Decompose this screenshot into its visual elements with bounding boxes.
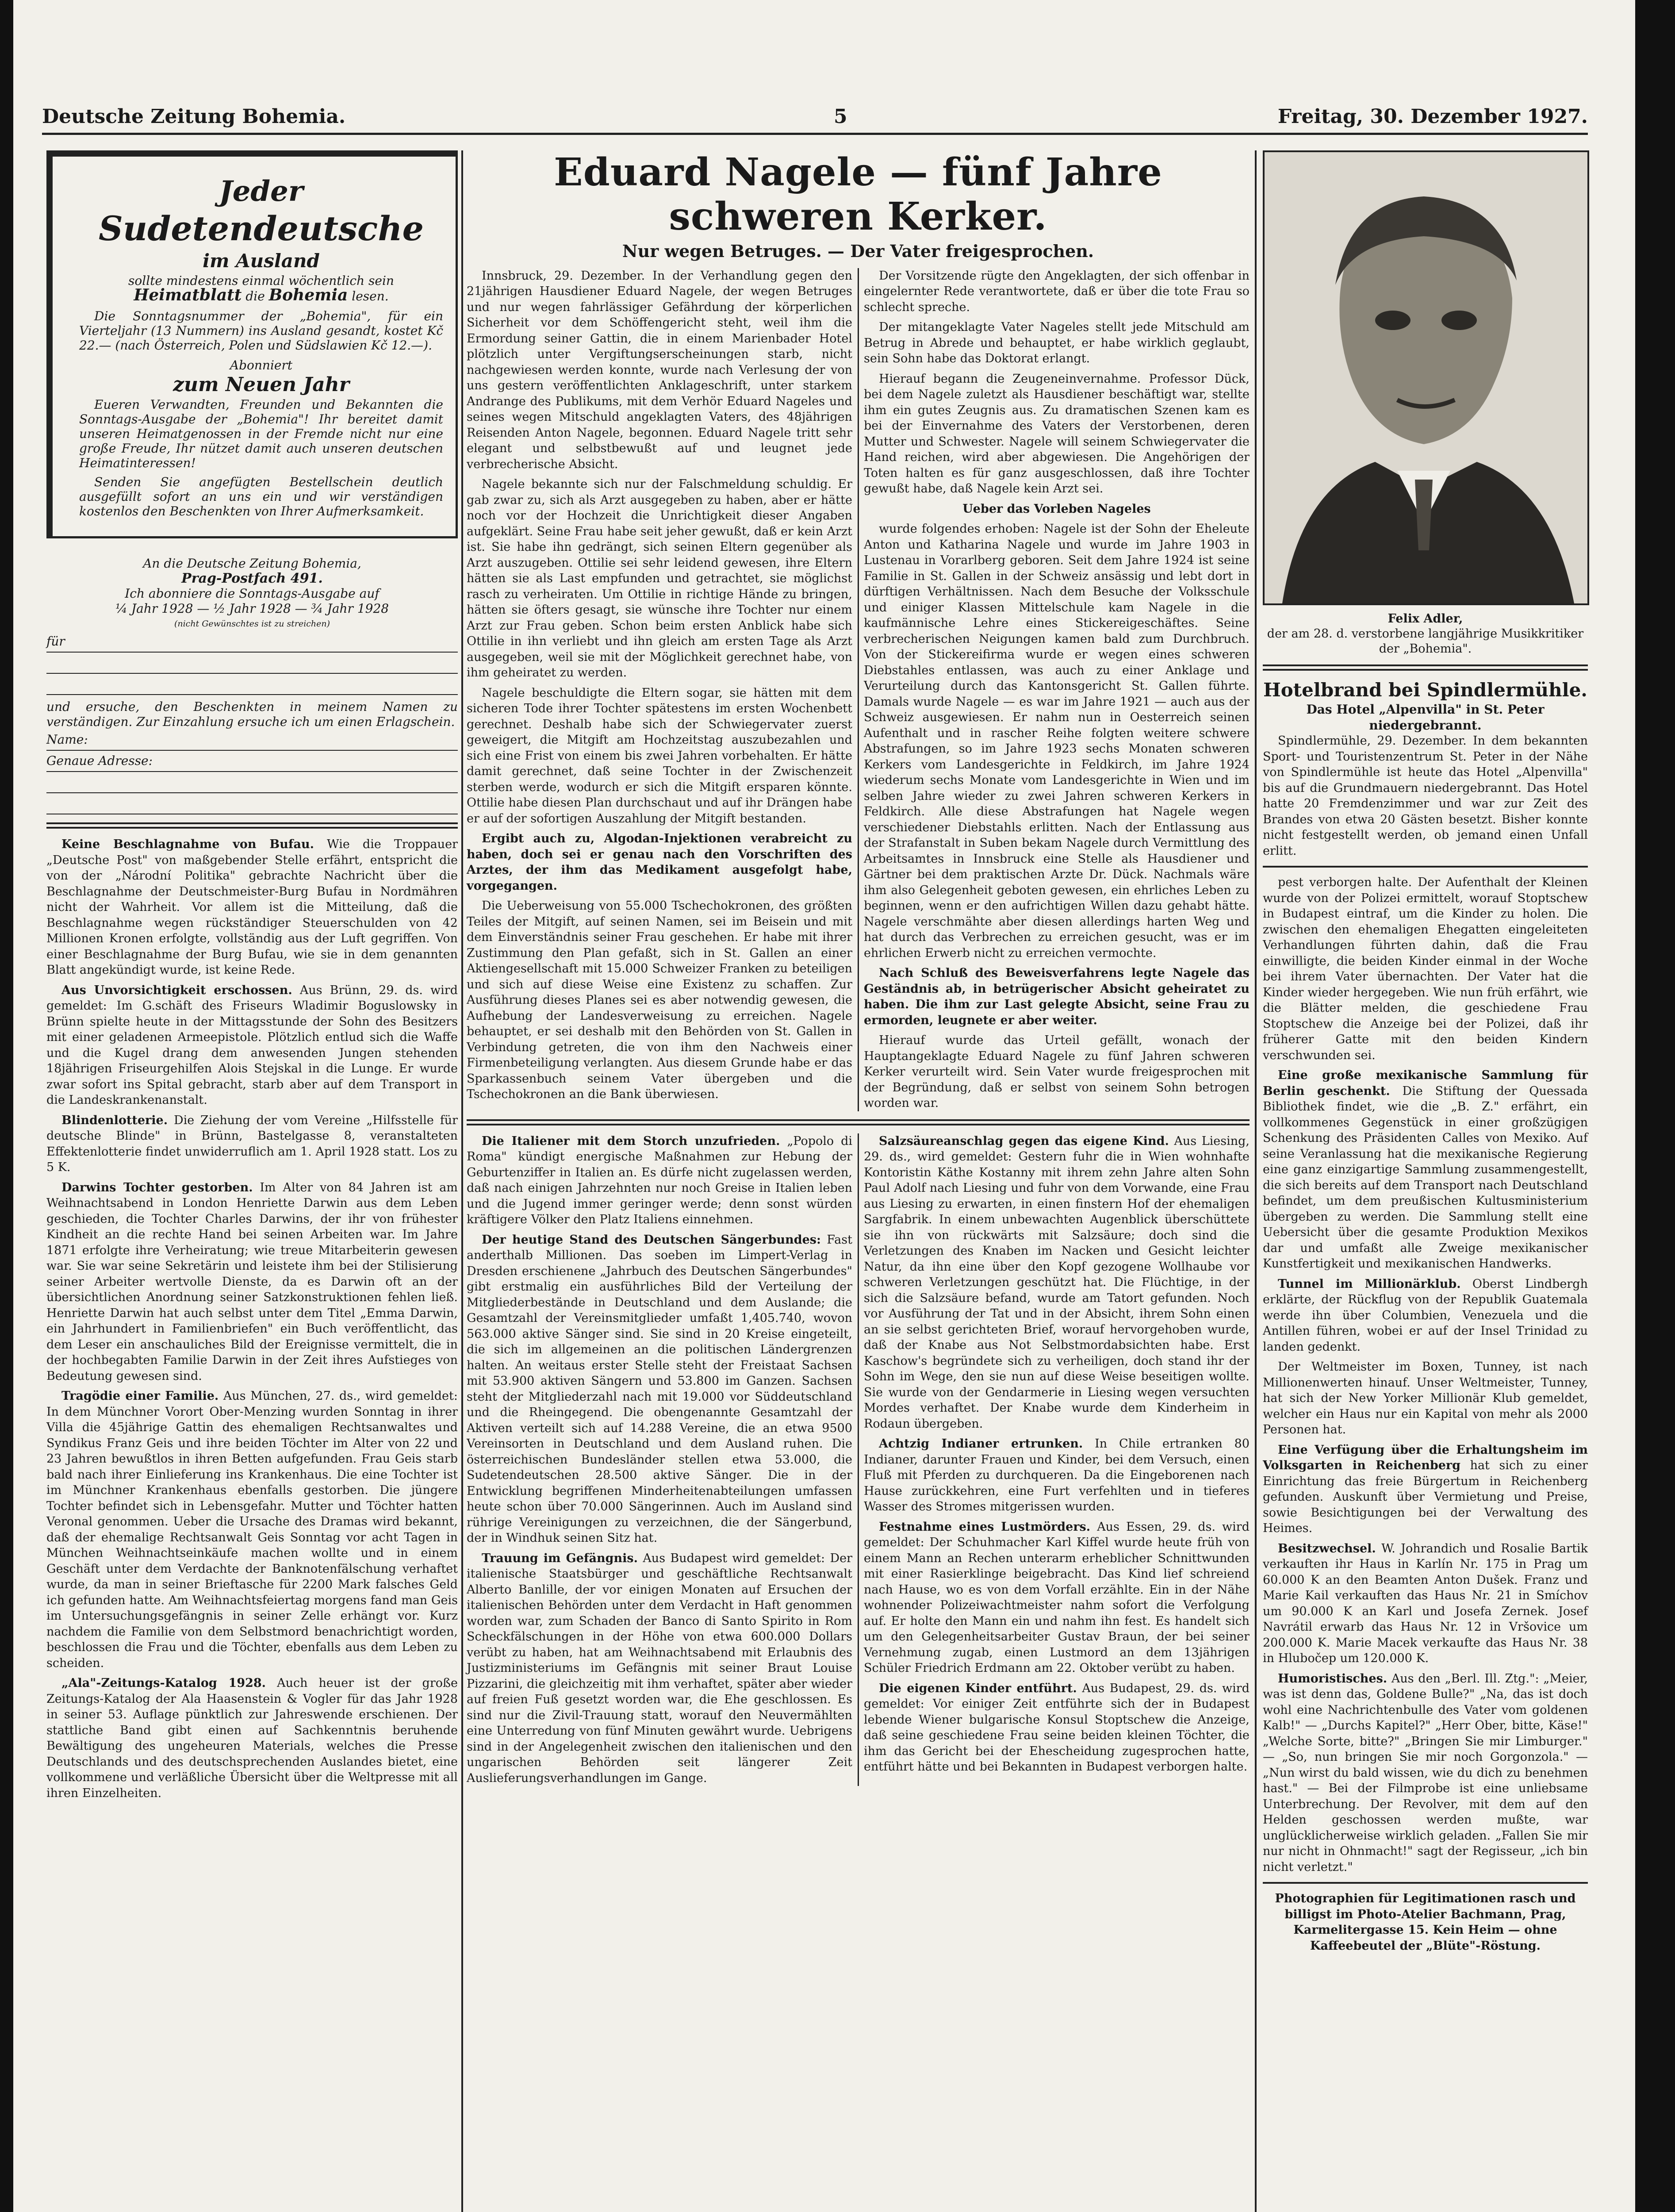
news-item [46,1675,458,1801]
news-item [1263,1068,1588,1272]
article-paragraph: Nagele beschuldigte die Eltern sogar, sie hätten mit dem sicheren Tode ihrer Tochter spätestens im ersten Wochenbett gerechnet. Deshalb habe sich der Schwiegervater zuerst geweigert, die Mitgift am Hochzeitstag auszubezahlen und sich eine Frist von einem bis zwei Jahren vorbehalten. Er hätte damit gerechnet, daß seine Tochter in der Zwischenzeit sterben werde, wodurch er sich die Mitgift ersparen könnte. Ottilie habe diesen Plan durchschaut und auf ihr Drängen habe er auf der sofortigen Auszahlung der Mitgift bestanden. [467,686,852,826]
news-item [46,983,458,1108]
form-blank-line[interactable] [46,796,458,814]
article-paragraph: Der mitangeklagte Vater Nageles stellt jede Mitschuld am Betrug in Abrede und behauptet, er habe wirklich geglaubt, sein Sohn habe das Doktorat erlangt. [864,320,1250,365]
news-item [467,1551,852,1786]
right-column [1263,150,1588,1958]
news-item-text: Fast anderthalb Millionen. Das soeben im Limpert-Verlag in Dresden erschienene „Jahrbuch des Deutschen Sängerbundes" gibt erstmalig ein ausführliches Bild der Verteilung der Mitgliederbestände in Deutschland und dem Auslande; die Gesamtzahl der Vereinsmitglieder umfaßt 1,405.740, wovon 563.000 aktive Sänger sind. Sie sind in 20 Kreise eingeteilt, die sich im allgemeinen an die politischen Ländergrenzen halten. An weitaus erster Stelle steht der Freistaat Sachsen mit 53.900 aktiven Sängern und 53.800 im Ganzen. Sachsen steht der Mitgliederzahl nach mit 19.000 vor Süddeutschland und die Rheingegend. Die obengenannte Gesamtzahl der Aktiven verteilt sich auf 14.288 Vereine, die an etwa 9500 Vereinsorten in Deutschland und dem Ausland ruhen. Die österreichischen Bundesländer stellen etwa 53.000, die Sudetendeutschen 28.500 aktive Sänger. Die in der Entwicklung begriffenen Minderheitenabteilungen umfassen heute schon über 70.000 Sängerinnen. Auch im Ausland sind rührige Vereinigungen zu verzeichnen, die der Sängerbund, der in Windhuk seinen Sitz hat. [467,1233,852,1545]
header-title: Deutsche Zeitung Bohemia. [42,105,346,128]
article-paragraph: Der Vorsitzende rügte den Angeklagten, der sich offenbar in eingelernter Rede verantwortete, daß er über die tote Frau so schlecht spreche. [864,269,1250,314]
form-blank-line[interactable] [46,655,458,674]
form-recipient: An die Deutsche Zeitung Bohemia, [143,556,361,571]
form-blank-line[interactable] [46,676,458,695]
news-item-heading: Der heutige Stand des Deutschen Sängerbundes: [482,1233,821,1247]
news-item-text: Im Alter von 84 Jahren ist am Weihnachtsabend in London Henriette Darwin aus dem Leben geschieden, die Tochter Charles Darwins, der ihr von frühester Kindheit an die rechte Hand bei seinen Arbeiten war. Im Jahre 1871 erfolgte ihre Verheiratung; wie treue Mitarbeiterin gewesen war. Sie war seine Sekretärin und leistete ihm bei der Stilisierung seiner Arbeiter wertvolle Dienste, da es Darwin oft an der übersichtlichen Anordnung seiner Satzkonstruktionen fehlen ließ. Henriette Darwin hat auch selbst unter dem Titel „Emma Darwin, ein Jahrhundert in Familienbriefen" ein Buch veröffentlicht, das dem Leser ein anschauliches Bild der Ereignisse vermittelt, die in der hochbegabten Familie Darwin in der Zeit ihres Aufstieges von Bedeutung gewesen sind. [46,1180,458,1383]
article-paragraph: Ueber das Vorleben Nageles [962,502,1151,516]
article-paragraph: Hierauf begann die Zeugeneinvernahme. Professor Dück, bei dem Nagele zuletzt als Hausdiener beschäftigt war, stellte ihm ein gutes Zeugnis aus. Zu dramatischen Szenen kam es bei der Einvernahme des Vaters der Verstorbenen, deren Mutter und Schwester. Nagele will seinem Schwiegervater die Hand reichen, wird aber abgewiesen. Die Angehörigen der Toten halten es für ganz ausgeschlossen, daß ihre Tochter gewußt habe, daß Nagele kein Arzt sei. [864,372,1250,495]
news-item-text: W. Johrandich und Rosalie Bartik verkauften ihr Haus in Karlín Nr. 175 in Prag um 60.000 K an den Beamten Anton Dušek. Franz und Marie Kail verkauften das Haus Nr. 21 in Smíchov um 90.000 K an Karl und Josefa Zernek. Josef Navrátil erwarb das Haus Nr. 12 in Vršovice um 200.000 K. Marie Macek verkaufte das Haus Nr. 38 in Hlubočep um 120.000 K. [1263,1541,1588,1665]
section-divider [46,822,458,829]
order-form [46,556,458,814]
form-note: (nicht Gewünschtes ist zu streichen) [174,619,330,629]
news-item-text: In Chile ertranken 80 Indianer, darunter Frauen und Kinder, bei dem Versuch, einen Fluß mit Pferden zu durchqueren. Da die Eingeborenen nach Hause zurückkehren, eine Furt verfehlten und in tieferes Wasser des Stromes mitgerissen wurden. [864,1437,1250,1513]
news-item-heading: Tunnel im Millionärklub. [1278,1277,1461,1291]
column-divider [461,150,463,2212]
news-item [1263,875,1588,1063]
form-blank-line[interactable] [46,775,458,793]
scan-border-left [0,0,13,2212]
news-item [1263,1359,1588,1438]
section-divider [1263,664,1588,671]
news-item [1263,1442,1588,1536]
news-item-text: Aus Budapest wird gemeldet: Der italienische Staatsbürger und geschäftliche Rechtsanwalt Alberto Banlille, der vor einigen Monaten auf Ersuchen der italienischen Behörden unter dem Verdacht in Haft genommen worden war, zum Schaden der Banco di Santo Spirito in Rom Scheckfälschungen in der Höhe von etwa 600.000 Dollars verübt zu haben, hat am Weihnachtsabend mit Erlaubnis des Justizministeriums im Gefängnis mit seiner Braut Louise Pizzarini, die gleichzeitig mit ihm verhaftet, später aber wieder auf freien Fuß gesetzt worden war, die Ehe geschlossen. Es sind nur die Zivil-Trauung statt, worauf den Neuvermählten eine Unterredung von fünf Minuten gewährt wurde. Uebrigens sind in der Angelegenheit zwischen den italienischen und den ungarischen Behörden seit längerer Zeit Auslieferungsverhandlungen im Gange. [467,1551,852,1785]
hotel-subhead: Das Hotel „Alpenvilla" in St. Peter niedergebrannt. [1306,702,1545,733]
portrait-photo [1263,150,1589,605]
article-paragraph: wurde folgendes erhoben: Nagele ist der Sohn der Eheleute Anton und Katharina Nagele und wurde im Jahre 1903 in Lustenau in Vorarlberg geboren. Seit dem Jahre 1924 ist seine Familie in St. Gallen in der Schweiz ansässig und lebt dort in dürftigen Verhältnissen. Nach dem Besuche der Volksschule und einiger Klassen Mittelschule kam Nagele in die kaufmännische Lehre eines Stickereigeschäftes. Seine verbrecherischen Neigungen kamen bald zum Durchbruch. Von der Stickereifirma wurde er wegen eines schweren Diebstahles entlassen, was auch zu einer Anklage und Verurteilung durch das Kantonsgericht St. Gallen führte. Damals wurde Nagele — es war im Jahre 1921 — auch aus der Schweiz ausgewiesen. Er nahm nun in Oesterreich seinen Aufenthalt und in rascher Reihe folgten weitere schwere Abstrafungen, so im Jahre 1923 sechs Monaten schweren Kerkers vom Landesgerichte in Feldkirch, im Jahre 1924 wiederum sechs Monate vom Landesgerichte in Wien und im selben Jahre wieder zu zwei Jahren schweren Kerkers in Feldkirch. Alle diese Abstrafungen hat Nagele wegen verschiedener Diebstahls erlitten. Nach der Entlassung aus der Strafanstalt in Suben bekam Nagele durch Vermittlung des Arbeitsamtes in Innsbruck eine Stelle als Hausdiener und Gärtner bei dem praktischen Arzte Dr. Dück. Nachmals wäre ihm also Gelegenheit geboten gewesen, ein ehrliches Leben zu beginnen, wenn er den aufrichtigen Willen dazu gehabt hätte. Nagele verschmähte aber diesen allerdings harten Weg und hat durch das Verbrechen zu erreichen gesucht, was er im ehrlichen Erwerb nicht zu erreichen vermochte. [864,522,1250,960]
form-subscribe: Ich abonniere die Sonntags-Ausgabe auf [125,586,379,601]
ad-appeal-text: Eueren Verwandten, Freunden und Bekannten die Sonntags-Ausgabe der „Bohemia"! Ihr bereitet damit unseren Heimatgenossen in der Fremde nicht nur eine große Freude, Ihr nützet damit auch unseren deutschen Heimatinteressen! [79,397,443,470]
news-item-heading: Trauung im Gefängnis. [482,1551,638,1565]
news-item-text: „Popolo di Roma" kündigt energische Maßnahmen zur Hebung der Geburtenziffer in Italien an. Es dürfe nicht zugelassen werden, daß nach einigen Jahrzehnten nur noch Greise in Italien leben und die Jugend immer geringer werde; denn sonst würden kräftigere Völker den Platz Italiens einnehmen. [467,1134,852,1226]
form-address-line[interactable]: Genaue Adresse: [46,753,458,772]
article-paragraph: Ergibt auch zu, Algodan-Injektionen verabreicht zu haben, doch sei er genau nach den Vorschriften des Arztes, der ihm das Medikament ausgefolgt habe, vorgegangen. [467,832,852,893]
form-name-line[interactable]: Name: [46,732,458,751]
news-item-text: Aus Essen, 29. ds. wird gemeldet: Der Schuhmacher Karl Kiffel wurde heute früh von einem Mann an Rechen unterarm erheblicher Schnittwunden mit einer Rasierklinge beigebracht. Das Kind lief schreiend nach Hause, wo es von dem Vorfall erzählte. Ein in der Nähe wohnender Polizeiwachtmeister nahm sofort die Verfolgung auf. Er holte den Mann ein und nahm ihn fest. Es handelt sich um den Gelegenheitsarbeiter Gustav Braun, der bei seiner Vernehmung zugab, einen Lustmord an dem 13jährigen Schüler Friedrich Erdmann am 22. Oktober verübt zu haben. [864,1520,1250,1675]
ad-neuen-jahr: zum Neuen Jahr [173,373,349,396]
news-item-heading: Die Italiener mit dem Storch unzufrieden. [482,1134,780,1148]
news-item-heading: Festnahme eines Lustmörders. [879,1520,1091,1534]
main-headline: Eduard Nagele — fünf Jahre schweren Kerker. [554,150,1162,239]
form-terms: ¼ Jahr 1928 — ½ Jahr 1928 — ¾ Jahr 1928 [115,601,389,616]
news-item-heading: Keine Beschlagnahme von Bufau. [61,837,314,851]
news-item [864,1681,1250,1775]
header-date: Freitag, 30. Dezember 1927. [1277,105,1588,128]
news-item-text: Oberst Lindbergh erklärte, der Rückflug von der Republik Guatemala werde ihn über Columbien, Venezuela und die Antillen führen, wobei er auf der Insel Trinidad zu landen gedenkt. [1263,1277,1588,1354]
left-news-list [46,837,458,1801]
news-item [1263,1671,1588,1875]
header-page-number: 5 [834,105,847,128]
column-divider [1255,150,1257,2212]
news-item-text: Auch heuer ist der große Zeitungs-Katalog der Ala Haasenstein & Vogler für das Jahr 1928 in seiner 53. Auflage pünktlich zur Jahreswende erschienen. Der stattliche Band gibt einen auf Sachkenntnis beruhende Bewältigung des ungeheuren Materials, welches die Presse Deutschlands und des deutschsprechenden Auslandes bietet, eine vollkommene und verläßliche Übersicht über die Weltpresse mit all ihren Einzelheiten. [46,1676,458,1800]
news-item-text: Wie die Troppauer „Deutsche Post" von maßgebender Stelle erfährt, entspricht die von der „Národní Politika" gebrachte Nachricht über die Beschlagnahme der Deutschmeister-Burg Bufau in Nordmähren nicht der Wahrheit. Vor allem ist die Mitteilung, daß die Beschlagnahme wegen rückständiger Steuerschulden von 42 Millionen Kronen erfolgte, vollständig aus der Luft gegriffen. Von einer Beschlagnahme der Burg Bufau, wie sie in dem genannten Blatt angekündigt wurde, ist keine Rede. [46,837,458,977]
left-column [46,150,458,1805]
article-paragraph: Hierauf wurde das Urteil gefällt, wonach der Hauptangeklagte Eduard Nagele zu fünf Jahren schweren Kerker verurteilt wird. Sein Vater wurde freigesprochen mit der Begründung, daß er selbst von seinem Sohn betrogen worden war. [864,1033,1250,1110]
news-item [46,1113,458,1175]
news-item [864,1519,1250,1676]
news-item [46,1180,458,1384]
news-item-text: Der Weltmeister im Boxen, Tunney, ist nach Millionenwerten hinauf. Unser Weltmeister, Tunney, hat sich der New Yorker Millionär Klub gemeldet, welcher ein Haus nur ein Kapital von mehr als 2000 Personen hat. [1263,1360,1588,1436]
news-item-text: Die Stiftung der Quessada Bibliothek findet, wie die „B. Z." erfährt, ein vollkommenes Gegenstück in einer großzügigen Schenkung des Präsidenten Calles von Mexiko. Auf seine Veranlassung hat die mexikanische Regierung eine ganz einzigartige Sammlung zusammengestellt, die sich bereits auf dem Transport nach Deutschland befindet, um dem preußischen Kultusministerium übergeben zu werden. Die Sammlung stellt eine Uebersicht über die gesamte Produktion Mexikos dar und umfaßt alle Zweige mexikanischer Kunstfertigkeit und mexikanischen Handwerks. [1263,1084,1588,1271]
news-item-text: Die Ziehung der vom Vereine „Hilfsstelle für deutsche Blinde" in Brünn, Bastelgasse 8, veranstalteten Effektenlotterie findet unwiderruflich am 1. April 1928 statt. Los zu 5 K. [46,1113,458,1174]
caption-text: der am 28. d. verstorbene langjährige Musikkritiker der „Bohemia". [1267,627,1584,656]
form-postfach: Prag-Postfach 491. [181,571,323,586]
news-item-heading: Eine große mexikanische Sammlung für Berlin geschenkt. [1263,1068,1588,1098]
news-item [864,1133,1250,1432]
news-item [46,1388,458,1671]
news-item-heading: Besitzwechsel. [1278,1541,1376,1555]
article-paragraph: Nagele bekannte sich nur der Falschmeldung schuldig. Er gab zwar zu, sich als Arzt ausgegeben zu haben, aber er hätte noch vor der Hochzeit die Unrichtigkeit dieser Angaben aufgeklärt. Seine Frau habe seit jeher gewußt, daß er kein Arzt ist. Sie habe ihn gedrängt, sich seinen Eltern gegenüber als Arzt auszugeben. Ottilie sei sehr leidend gewesen, ihre Eltern hätten sie als Last empfunden und getrachtet, sie möglichst rasch zu verheiraten. Um Ottilie in richtige Hände zu bringen, hätten sie öfters gesagt, sie wünsche ihre Tochter nur einem Arzt zur Frau geben. Schon beim ersten Anblick habe sich Ottilie in ihn verliebt und ihn gleich am ersten Tage als Arzt ausgegeben, weil sie mit der Möglichkeit gerechnet habe, von ihm geheiratet zu werden. [467,477,852,680]
section-divider [1263,866,1588,868]
form-request: und ersuche, den Beschenkten in meinem Namen zu verständigen. Zur Einzahlung ersuche ich um einen Erlagschein. [46,699,458,729]
news-item [467,1133,852,1228]
news-item-heading: Die eigenen Kinder entführt. [879,1681,1077,1695]
page-header [42,102,1588,135]
news-item [467,1232,852,1546]
section-divider [467,1119,1250,1125]
news-item-heading: Humoristisches. [1278,1671,1388,1686]
scan-border-right [1635,0,1675,2212]
news-item-heading: Tragödie einer Familie. [61,1389,219,1403]
ad-price-text: Die Sonntagsnummer der „Bohemia", für ein Vierteljahr (13 Nummern) ins Ausland gesandt, kostet Kč 22.— (nach Österreich, Polen und Südslawien Kč 12.—). [79,309,443,353]
news-item-heading: Achtzig Indianer ertrunken. [879,1437,1083,1451]
section-divider [1263,1882,1588,1884]
news-item-text: pest verborgen halte. Der Aufenthalt der Kleinen wurde von der Polizei ermittelt, worauf Stoptschew in Budapest eintraf, um die Kinder zu holen. Die zwischen den ehemaligen Ehegatten eingeleiteten Verhandlungen führten dahin, daß die Frau einwilligte, die beiden Kinder einmal in der Woche bei ihrem Vater übernachten. Der Vater hat die Kinder wieder hergegeben. Wie nun früh erfährt, wie die Blätter melden, die geschiedene Frau Stoptschew die Anzeige bei der Polizei, daß ihr früherer Gatte mit den beiden Kindern verschwunden sei. [1263,876,1588,1062]
news-item-text: hat sich zu einer Einrichtung das freie Bürgertum in Reichenberg gefunden. Auskunft über Vermietung und Preise, sowie Besichtigungen bei der Verwaltung des Heimes. [1263,1459,1588,1535]
hotel-article: Spindlermühle, 29. Dezember. In dem bekannten Sport- und Touristenzentrum St. Peter in der Nähe von Spindlermühle ist heute das Hotel „Alpenvilla" bis auf die Grundmauern niedergebrannt. Das Hotel hatte 20 Fremdenzimmer und war zur Zeit des Brandes von etwa 20 Gästen besetzt. Bisher konnte nicht festgestellt werden, ob jemand einen Unfall erlitt. [1263,734,1588,858]
news-item-text: Aus Liesing, 29. ds., wird gemeldet: Gestern fuhr die in Wien wohnhafte Kontoristin Käthe Kostanny mit ihrem zehn Jahre alten Sohn Paul Adolf nach Liesing und fuhr von dem Vorwande, eine Frau aus Liesing zu erwarten, in einen finstern Hof der ehemaligen Sargfabrik. In einem unbewachten Augenblick überschüttete sie ihn von rückwärts mit Salzsäure; doch sind die Verletzungen des Knaben im Nacken und Gesicht leichter Natur, da ihn eine über den Kopf gezogene Wollhaube vor schweren Verletzungen geschützt hat. Die Flüchtige, in der sich die Salzsäure befand, wurde am Tatort gefunden. Noch vor Ausführung der Tat und in der Absicht, ihrem Sohn einen an sie selbst gerichteten Brief, worauf hervorgehoben wurde, daß der Knabe aus Not Selbstmordabsichten habe. Erst Kaschow's begründete sich zu verheiligen, doch stand ihr der Sohn im Wege, den sie nun auf diese Weise beseitigen wollte. Sie wurde von der Gendarmerie in Liesing wegen versuchten Mordes verhaftet. Der Knabe wurde dem Kinderheim in Rodaun übergeben. [864,1134,1250,1431]
main-subhead: Nur wegen Betruges. — Der Vater freigesprochen. [622,241,1094,261]
news-item-text: Aus Brünn, 29. ds. wird gemeldet: Im G.schäft des Friseurs Wladimir Boguslowsky in Brünn spielte heute in der Mittagsstunde der Sohn des Besitzers mit einer geladenen Armeepistole. Plötzlich entlud sich die Waffe und die Kugel drang dem anwesenden Jungen stehenden 18jährigen Friseurgehilfen Alois Stejskal in die Lunge. Er wurde zwar sofort ins Spital gebracht, starb aber auf dem Transport in die Landeskrankenanstalt. [46,983,458,1107]
closing-ad: Photographien für Legitimationen rasch und billigst im Photo-Atelier Bachmann, Prag, Karmelitergasse 15. Kein Heim — ohne Kaffeebeutel der „Blüte"-Röstung. [1275,1892,1576,1953]
news-item-heading: Aus Unvorsichtigkeit erschossen. [61,983,292,997]
ad-title-ausland: im Ausland [203,250,320,272]
hotel-headline: Hotelbrand bei Spindlermühle. [1263,679,1587,701]
portrait-caption [1263,611,1588,657]
ad-title-sudetendeutsche: Sudetendeutsche [99,209,424,248]
news-item-text: Aus den „Berl. Ill. Ztg.": „Meier, was ist denn das, Goldene Bulle?" „Na, das ist doch wohl eine Nachrichtenbulle des Vater vom goldenen Kalb!" — „Durchs Kapitel?" „Herr Ober, bitte, Käse!" „Welche Sorte, bitte?" „Bringen Sie mir Limburger." — „So, nun bringen Sie mir noch Gorgonzola." — „Nun wirst du bald wissen, wie du dich zu benehmen hast." — Bei der Filmprobe ist eine unliebsame Unterbrechung. Der Revolver, mit dem auf den Helden geschossen werden mußte, war unglücklicherweise wirklich geladen. „Fallen Sie mir nur nicht in Ohnmacht!" sagt der Regisseur, „ich bin nicht verletzt." [1263,1671,1588,1874]
newspaper-page [42,102,1588,2212]
middle-column [467,150,1250,1786]
mid-news-list [467,1133,1250,1786]
news-item-text: Aus München, 27. ds., wird gemeldet: In dem Münchner Vorort Ober-Menzing wurden Sonntag in ihrer Villa die 45jährige Gattin des ehemaligen Rechtsanwaltes und Syndikus Franz Geis und ihre beiden Töchter im Alter von 22 und 23 Jahren bewußtlos in ihren Betten aufgefunden. Frau Geis starb bald nach ihrer Einlieferung ins Krankenhaus. Die eine Tochter ist im Münchner Krankenhaus ebenfalls gestorben. Die jüngere Tochter befindet sich in Lebensgefahr. Mutter und Töchter hatten Veronal genommen. Ueber die Ursache des Dramas wird bekannt, daß der ehemalige Rechtsanwalt Geis Sonntag vor acht Tagen in München Weihnachtseinkäufe machen wollte und in einem Geschäft unter dem Verdachte der Banknotenfälschung verhaftet wurde, da man in seiner Brieftasche für 2200 Mark falsches Geld ich gefunden hatte. Am Weihnachtsfeiertag morgens fand man Geis im Untersuchungsgefängnis in seiner Zelle erhängt vor. Kurz nachdem die Familie von dem Selbstmord benachrichtigt worden, beschlossen die Frau und die Töchter, ebenfalls aus dem Leben zu scheiden. [46,1389,458,1670]
article-paragraph: Innsbruck, 29. Dezember. In der Verhandlung gegen den 21jährigen Hausdiener Eduard Nagele, der wegen Betruges und nur wegen fahrlässiger Gefährdung der körperlichen Sicherheit vor dem Schöffengericht steht, weil ihm die Ermordung seiner Gattin, die in einem Marienbader Hotel plötzlich unter Vergiftungserscheinungen starb, nicht nachgewiesen werden konnte, wurde nach Verlesung der von uns gestern veröffentlichten Anklageschrift, unter starkem Andrange des Publikums, mit dem Verhör Eduard Nageles und seines wegen Mitschuld angeklagten Vaters, des 48jährigen Reisenden Anton Nagele, begonnen. Eduard Nagele tritt sehr elegant und selbstbewußt auf und leugnet jede verbrecherische Absicht. [467,269,852,471]
ad-line-heimatblatt: sollte mindestens einmal wöchentlich sein Heimatblatt die Bohemia lesen. [128,273,394,304]
news-item-heading: Eine Verfügung über die Erhaltungsheim im Volksgarten in Reichenberg [1263,1443,1588,1472]
article-paragraph: Die Ueberweisung von 55.000 Tschechokronen, des größten Teiles der Mitgift, auf seinen Namen, sei im Beisein und mit dem Einverständnis seiner Frau geschehen. Er habe mit ihrer Zustimmung den Plan gefaßt, sich in St. Gallen an einer Aktiengesellschaft mit 15.000 Schweizer Franken zu beteiligen und sich auf diese Weise eine Existenz zu schaffen. Zur Ausführung dieses Planes sei es aber notwendig gewesen, die Aufhebung der Landesverweisung zu erreichen. Nagele behauptet, er sei deshalb mit den Behörden von St. Gallen in Verbindung getreten, die von ihm den Nachweis einer Firmenbeteiligung verlangten. Aus diesem Grunde habe er das Sparkassenbuch seinem Vater übergeben und die Tschechokronen an die Bank überwiesen. [467,899,852,1101]
caption-name: Felix Adler, [1388,612,1463,626]
portrait-image [1265,152,1587,603]
article-paragraph: Nach Schluß des Beweisverfahrens legte Nagele das Geständnis ab, in betrügerischer Absicht geheiratet zu haben. Die ihm zur Last gelegte Absicht, seine Frau zu ermorden, leugnete er aber weiter. [864,966,1250,1027]
subscription-ad [46,150,458,538]
news-item [1263,1541,1588,1667]
ad-title-jeder: Jeder [219,175,303,208]
news-item [46,837,458,978]
ad-abonniert: Abonniert [230,358,293,373]
news-item-text: Aus Budapest, 29. ds. wird gemeldet: Vor einiger Zeit entführte sich der in Budapest lebende Wiener bulgarische Konsul Stoptschew die Anzeige, daß seine geschiedene Frau seine beiden kleinen Töchter, die ihm das Gericht bei der Ehescheidung zugesprochen hatte, entführt hätte und bei Bekannten in Budapest verborgen halte. [864,1681,1250,1774]
main-article-body [467,268,1250,1111]
news-item-heading: Salzsäureanschlag gegen das eigene Kind. [879,1134,1169,1148]
news-item-heading: Blindenlotterie. [61,1113,168,1127]
right-news-list [1263,875,1588,1875]
news-item-heading: Darwins Tochter gestorben. [61,1180,253,1194]
news-item [864,1436,1250,1515]
form-fuer-line[interactable]: für [46,634,458,653]
news-item-heading: „Ala"-Zeitungs-Katalog 1928. [61,1676,266,1690]
ad-send-text: Senden Sie angefügten Bestellschein deutlich ausgefüllt sofort an uns ein und wir verständigen kostenlos den Beschenkten von Ihrer Aufmerksamkeit. [79,475,443,518]
news-item [1263,1276,1588,1355]
